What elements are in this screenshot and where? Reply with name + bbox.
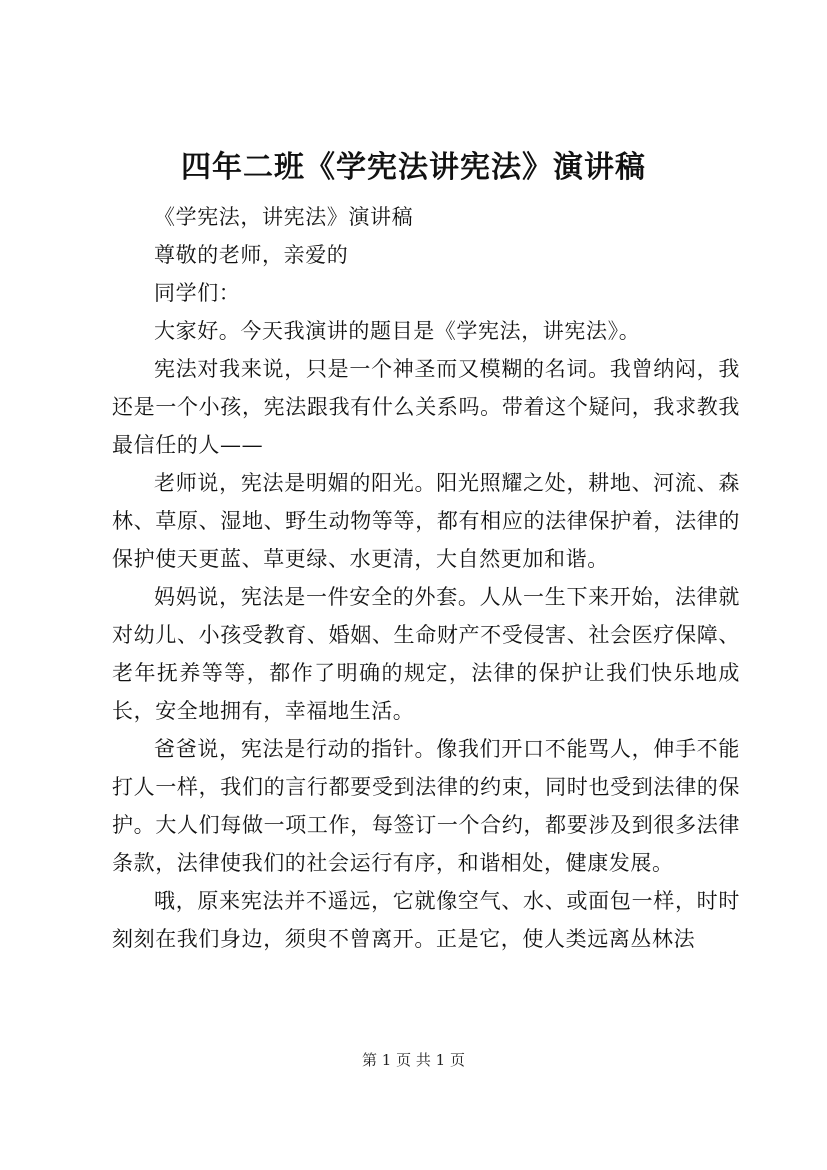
paragraph-intro: 大家好。今天我演讲的题目是《学宪法，讲宪法》。: [154, 319, 641, 343]
paragraph-question: 宪法对我来说，只是一个神圣而又模糊的名词。我曾纳闷，我还是一个小孩，宪法跟我有什么关系吗。带着这个疑问，我求教我最信任的人——: [112, 357, 740, 457]
paragraph-mother: 妈妈说，宪法是一件安全的外套。人从一生下来开始，法律就对幼儿、小孩受教育、婚姻、生命财产不受侵害、社会医疗保障、老年抚养等等，都作了明确的规定，法律的保护让我们快乐地成长，安全地拥有，幸福地生活。: [112, 585, 740, 723]
page-footer: 第 1 页 共 1 页: [362, 1051, 465, 1069]
paragraph-subtitle: 《学宪法，讲宪法》演讲稿: [154, 205, 414, 229]
paragraph-greeting-1: 尊敬的老师，亲爱的: [154, 243, 349, 267]
paragraph-teacher: 老师说，宪法是明媚的阳光。阳光照耀之处，耕地、河流、森林、草原、湿地、野生动物等等，都有相应的法律保护着，法律的保护使天更蓝、草更绿、水更清，大自然更加和谐。: [112, 471, 740, 571]
paragraph-conclusion: 哦，原来宪法并不遥远，它就像空气、水、或面包一样，时时刻刻在我们身边，须臾不曾离开。正是它，使人类远离丛林法: [112, 889, 740, 951]
paragraph-greeting-2: 同学们：: [154, 281, 241, 305]
paragraph-father: 爸爸说，宪法是行动的指针。像我们开口不能骂人，伸手不能打人一样，我们的言行都要受到法律的约束，同时也受到法律的保护。大人们每做一项工作，每签订一个合约，都要涉及到很多法律条款，法律使我们的社会运行有序，和谐相处，健康发展。: [112, 737, 740, 875]
document-body: [112, 198, 740, 958]
document-title: 四年二班《学宪法讲宪法》演讲稿: [181, 150, 646, 185]
